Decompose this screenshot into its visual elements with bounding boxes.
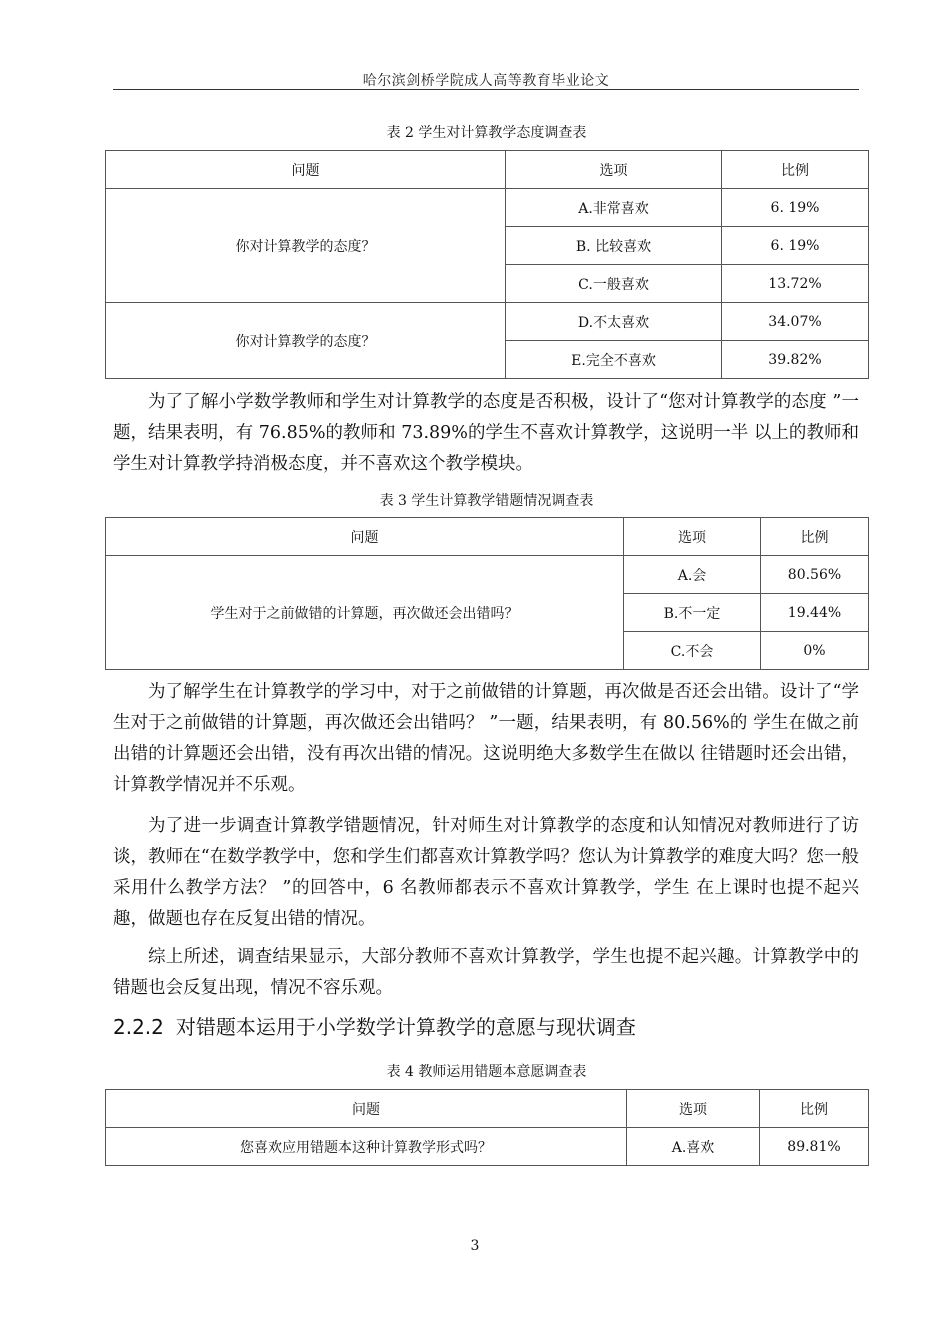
table3-caption: 表 3 学生计算教学错题情况调查表 — [379, 493, 594, 509]
table-row — [106, 189, 869, 227]
paragraph-1 — [113, 387, 859, 480]
question-cell: 学生对于之前做错的计算题，再次做还会出错吗？ — [106, 556, 624, 670]
table3 — [105, 517, 869, 670]
option-cell: A.喜欢 — [627, 1128, 760, 1166]
option-cell: B. 比较喜欢 — [506, 227, 722, 265]
option-cell: C.不会 — [624, 632, 761, 670]
ratio-cell: 19.44% — [761, 594, 869, 632]
page-number: 3 — [470, 1238, 480, 1254]
header-ratio: 比例 — [761, 518, 869, 556]
ratio-cell: 39.82% — [722, 341, 869, 379]
ratio-cell: 6. 19% — [722, 189, 869, 227]
running-header: 哈尔滨剑桥学院成人高等教育毕业论文 — [362, 73, 610, 89]
question-cell: 您喜欢应用错题本这种计算教学形式吗？ — [106, 1128, 627, 1166]
paragraph-4 — [113, 942, 859, 1004]
header-option: 选项 — [627, 1090, 760, 1128]
ratio-cell: 13.72% — [722, 265, 869, 303]
header-option: 选项 — [506, 151, 722, 189]
header-ratio: 比例 — [760, 1090, 869, 1128]
header-ratio: 比例 — [722, 151, 869, 189]
table-row — [106, 1128, 869, 1166]
option-cell: C.一般喜欢 — [506, 265, 722, 303]
section-heading — [113, 1011, 636, 1040]
option-cell: B.不一定 — [624, 594, 761, 632]
header-question: 问题 — [106, 1090, 627, 1128]
ratio-cell: 89.81% — [760, 1128, 869, 1166]
ratio-cell: 6. 19% — [722, 227, 869, 265]
table-row — [106, 303, 869, 341]
paragraph-text: 综上所述，调查结果显示，大部分教师不喜欢计算教学，学生也提不起兴趣。计算教学中的错题也会反复出现，情况不容乐观。 — [113, 947, 859, 998]
header-option: 选项 — [624, 518, 761, 556]
paragraph-2 — [113, 677, 859, 801]
ratio-cell: 80.56% — [761, 556, 869, 594]
table-row — [106, 556, 869, 594]
section-title: 对错题本运用于小学数学计算教学的意愿与现状调查 — [175, 1015, 636, 1039]
question-cell: 你对计算教学的态度？ — [106, 189, 506, 303]
section-number: 2.2.2 — [113, 1015, 164, 1039]
header-rule — [113, 89, 859, 90]
table2-caption: 表 2 学生对计算教学态度调查表 — [386, 125, 587, 141]
ratio-cell: 34.07% — [722, 303, 869, 341]
header-question: 问题 — [106, 151, 506, 189]
table2 — [105, 150, 869, 379]
ratio-cell: 0% — [761, 632, 869, 670]
table4-caption: 表 4 教师运用错题本意愿调查表 — [386, 1064, 587, 1080]
option-cell: A.会 — [624, 556, 761, 594]
paragraph-text: 为了了解小学数学教师和学生对计算教学的态度是否积极，设计了“您对计算教学的态度 ”一题，结果表明，有 76.85%的教师和 73.89%的学生不喜欢计算教学，这说明一半 以上的教师和学生对计算教学持消极态度，并不喜欢这个教学模块。 — [113, 392, 859, 474]
table-header-row — [106, 151, 869, 189]
question-cell: 你对计算教学的态度？ — [106, 303, 506, 379]
option-cell: E.完全不喜欢 — [506, 341, 722, 379]
paragraph-text: 为了进一步调查计算教学错题情况，针对师生对计算教学的态度和认知情况对教师进行了访谈，教师在“在数学教学中，您和学生们都喜欢计算教学吗？您认为计算教学的难度大吗？您一般采用什么教学方法？ ”的回答中，6 名教师都表示不喜欢计算教学，学生 在上课时也提不起兴趣，做题也存在反复出错的情况。 — [113, 816, 859, 929]
header-question: 问题 — [106, 518, 624, 556]
paragraph-3 — [113, 811, 859, 935]
option-cell: D.不太喜欢 — [506, 303, 722, 341]
paragraph-text: 为了解学生在计算教学的学习中，对于之前做错的计算题，再次做是否还会出错。设计了“学生对于之前做错的计算题，再次做还会出错吗？ ”一题，结果表明，有 80.56%的 学生在做之前出错的计算题还会出错，没有再次出错的情况。这说明绝大多数学生在做以 往错题时还会出错，计算教学情况并不乐观。 — [113, 682, 859, 795]
table4 — [105, 1089, 869, 1166]
table-header-row — [106, 518, 869, 556]
table-header-row — [106, 1090, 869, 1128]
option-cell: A.非常喜欢 — [506, 189, 722, 227]
